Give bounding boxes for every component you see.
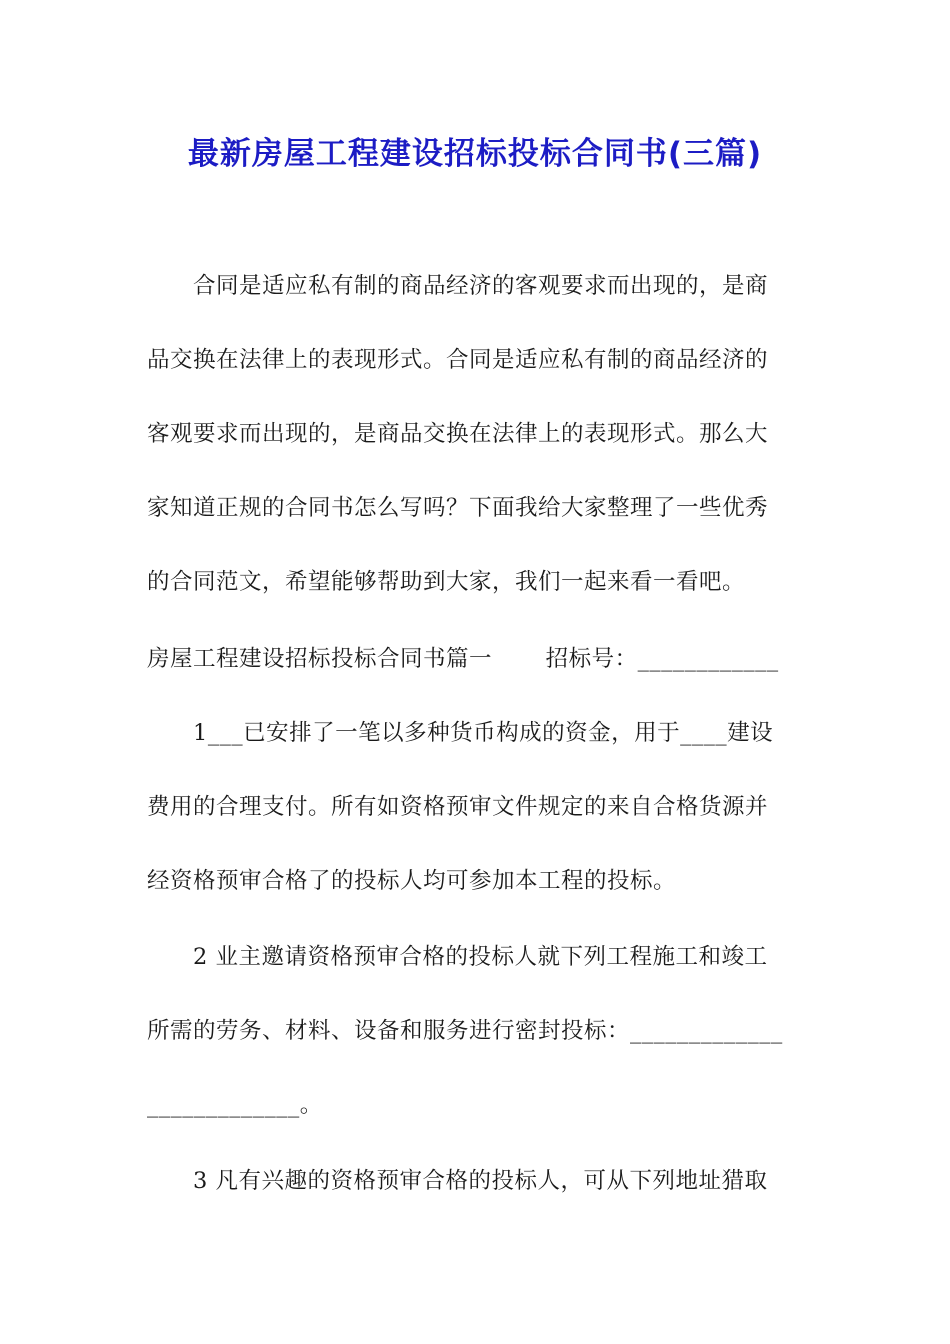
paragraph-line: 3 凡有兴趣的资格预审合格的投标人，可从下列地址猎取 [147,1168,768,1194]
paragraph-line: 家知道正规的合同书怎么写吗？下面我给大家整理了一些优秀 [147,495,769,521]
paragraph-line: 1___已安排了一笔以多种货币构成的资金，用于____建设 [147,720,774,746]
paragraph-line: 品交换在法律上的表现形式。合同是适应私有制的商品经济的 [147,347,769,373]
paragraph-line: 的合同范文，希望能够帮助到大家，我们一起来看一看吧。 [147,569,746,595]
paragraph-line: 费用的合理支付。所有如资格预审文件规定的来自合格货源并 [147,794,769,820]
paragraph-line: 2 业主邀请资格预审合格的投标人就下列工程施工和竣工 [147,944,768,970]
paragraph-line: 经资格预审合格了的投标人均可参加本工程的投标。 [147,868,677,894]
paragraph-line: _____________。 [147,1092,323,1118]
section-heading-line: 房屋工程建设招标投标合同书篇一 招标号：____________ [147,646,779,672]
paragraph-line: 客观要求而出现的，是商品交换在法律上的表现形式。那么大 [147,421,769,447]
paragraph-line: 所需的劳务、材料、设备和服务进行密封投标：_____________ [147,1018,783,1044]
document-title: 最新房屋工程建设招标投标合同书(三篇) [187,136,763,172]
paragraph-line: 合同是适应私有制的商品经济的客观要求而出现的，是商 [147,273,769,299]
